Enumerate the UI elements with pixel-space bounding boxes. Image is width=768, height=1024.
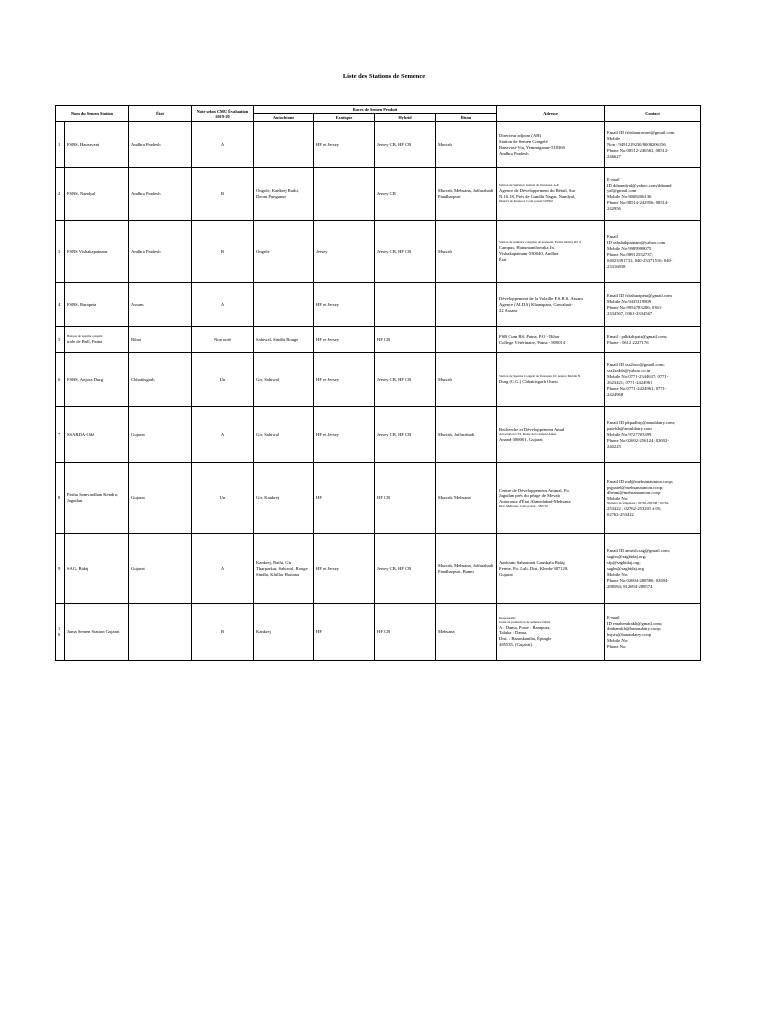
station-name: [65, 283, 129, 327]
text-line: 253422 ; 02762-253201 à 05;: [607, 506, 662, 512]
small-text-line: Association CVI. Route de la laiterie Amul.: [499, 431, 557, 436]
text-line: Email ID fsbshauravani@gmail.com: [607, 130, 675, 136]
row-number: 4: [56, 283, 65, 327]
table-row: [56, 407, 701, 463]
breed-buffalo: Murrah: [436, 353, 497, 407]
text-line: FSBS, Anjora Durg: [67, 376, 104, 382]
breed-buffalo: Murrah, Jaffarabadi: [436, 407, 497, 463]
text-line: Mobile No:8008206136: [607, 194, 652, 200]
breed-hybrid: Jersey CB, HF CB: [375, 353, 436, 407]
text-line: Juma Semen Station Gujarat: [67, 629, 120, 635]
text-line: 385535, (Gujarat).: [499, 642, 534, 648]
breed-exotic: HF: [314, 604, 375, 661]
table-row: [56, 168, 701, 221]
small-text-line: Dist. Mehsana, Code postal - 382710: [499, 504, 549, 509]
text-line: Mobile: [607, 136, 621, 141]
breed-buffalo: Murrah, Mehsana, Jaffarabadi Pandharpuri: [436, 168, 497, 221]
text-line: Gujarat: [499, 571, 513, 577]
header-row: [56, 106, 701, 114]
station-contact: [605, 168, 701, 221]
station-address: [497, 221, 605, 283]
row-number: 7: [56, 407, 65, 463]
station-address: [497, 604, 605, 661]
station-address: [497, 283, 605, 327]
station-contact: [605, 221, 701, 283]
header-name: Nom du Semen Station: [56, 106, 129, 122]
station-state: Gujarat: [129, 407, 192, 463]
station-address: [497, 353, 605, 407]
breed-indigenous: [254, 283, 314, 327]
station-contact: [605, 534, 701, 604]
row-number: 1: [56, 122, 65, 168]
text-line: Email: [607, 234, 618, 240]
text-line: Mobile No:: [607, 496, 629, 502]
header-contact: Contact: [605, 106, 701, 122]
text-line: 2334567, 0361-2334567: [607, 310, 653, 316]
station-state: Bihar: [129, 327, 192, 353]
text-line: Jagudan près du péage de Mevab: [499, 493, 560, 499]
station-state: Andhra Pradesh: [129, 221, 192, 283]
text-line: dmbanskh@banasdairy.coop;: [607, 626, 662, 632]
text-line: FSBS, Nandyal: [67, 191, 96, 197]
breed-indigenous: Kankrej: [254, 604, 314, 661]
station-address: [497, 534, 605, 604]
small-text-line: Numéro de téléphone : 02762-285338 ; 02762-: [607, 501, 670, 506]
station-state: [129, 604, 192, 661]
breed-hybrid: Jersey CB, HF CB: [375, 534, 436, 604]
small-text-line: Unité de production de semence Dama: [499, 619, 551, 624]
text-line: Station de Semen Congelé: [499, 138, 548, 144]
text-line: psjpatel@mehsanaunion.coop;: [607, 484, 664, 490]
station-grade: B: [192, 168, 254, 221]
text-line: Mobile No:0771-2344637; 0771-: [607, 373, 669, 379]
station-state: Gujarat: [129, 534, 192, 604]
text-line: yal@gmail.com: [607, 188, 637, 194]
small-text-line: Station de semence congelée de taureaux, Ferme laitière ID: d: [499, 240, 581, 245]
text-line: Phone No:0771-2424961; 0771-: [607, 385, 667, 391]
text-line: Andhra Pradesh: [499, 150, 529, 156]
text-line: FSB Cum BS, Patna, P.O - Bihar: [499, 333, 560, 339]
table-row: [56, 122, 701, 168]
text-line: dhvani@mehsanaunion.coop: [607, 490, 661, 496]
breed-exotic: HF et Jersey: [314, 534, 375, 604]
text-line: Aashram Sabarmati Gaushala Bidaj: [499, 560, 565, 565]
text-line: Phone No:08512-246563, 08512-: [607, 147, 669, 153]
breed-hybrid: HF CB: [375, 463, 436, 534]
text-line: Email ID md@mehsanaunion.coop;: [607, 478, 674, 484]
text-line: Dist. : Banaskantha, Épingle: [499, 636, 552, 642]
page-title: Liste des Stations de Semence: [342, 73, 426, 80]
text-line: FSBS, Hauravani: [67, 141, 100, 147]
table-row: [56, 534, 701, 604]
text-line: 02762-253422: [607, 512, 634, 518]
text-line: sfp@sagbidaj.org;: [607, 560, 641, 565]
breed-exotic: Jersey: [314, 221, 375, 283]
breed-hybrid: Jersey CB, HF CB: [375, 407, 436, 463]
table-body: [56, 122, 701, 661]
station-state: Andhra Pradesh: [129, 122, 192, 168]
station-grade: Un: [192, 463, 254, 534]
station-grade: A: [192, 534, 254, 604]
station-name: [65, 168, 129, 221]
row-number: 2: [56, 168, 65, 221]
text-line: 240225: [607, 443, 621, 449]
header-exotic: Exotique: [314, 114, 375, 122]
text-line: ID ddnandyal@yahoo.com/ddnand: [607, 182, 672, 188]
row-number: 10: [56, 604, 65, 661]
breed-exotic: HF et Jersey: [314, 407, 375, 463]
text-line: sagfss@sagbidaj.org;: [607, 554, 647, 560]
breed-indigenous: [254, 122, 314, 168]
table-row: [56, 463, 701, 534]
text-line: SSARDA-Odé: [67, 431, 95, 437]
text-line: Agence de Développement du Bétail, Sur: [499, 188, 576, 194]
text-line: Centre de Développement Animal, Po.: [499, 487, 570, 493]
text-line: ID rmahendrakh@gmail.com;: [607, 620, 663, 626]
header-address: Adresse: [497, 106, 605, 122]
text-line: E-mail: [607, 614, 620, 620]
text-line: Email ID sss2ooo@gmail.com;: [607, 362, 665, 368]
breed-exotic: [314, 168, 375, 221]
text-line: Phone No:: [607, 644, 627, 650]
header-buffalo: Bison: [436, 114, 497, 122]
text-line: Banavasi-Via, Yemmiganur-518360: [499, 144, 565, 150]
text-line: sagbs@sagbidaj.org: [607, 565, 644, 571]
text-line: Phone No:02692-256124; 02692-: [607, 437, 669, 443]
breed-indigenous: Gir, Sahiwal: [254, 407, 314, 463]
station-address: [497, 463, 605, 534]
breed-hybrid: Jersey CB: [375, 168, 436, 221]
text-line: Campus, Hanumanthavaka Jn.: [499, 244, 555, 250]
breed-buffalo: Murrah, Mehsana: [436, 463, 497, 534]
breed-indigenous: Ongole: [254, 221, 314, 283]
breed-indigenous: Kankrej, Rathi, Gir Tharparkar, Sahiwal, Rouge Sindhi, Khillar Hariana: [254, 534, 314, 604]
station-state: Assam: [129, 283, 192, 327]
station-grade: A: [192, 122, 254, 168]
text-line: Mobile No:9435119809: [607, 298, 652, 304]
breed-exotic: HF et Jersey: [314, 283, 375, 327]
text-line: bsjsis@banasdairy.coop: [607, 632, 652, 638]
text-line: Phone No:02694-288580; 02694-: [607, 577, 669, 583]
text-line: 23316838: [607, 263, 626, 269]
text-line: Email : pdbkdcpatr@gmail.com;: [607, 333, 668, 339]
station-name: [65, 534, 129, 604]
breed-hybrid: Jersey CB, HF CB: [375, 122, 436, 168]
text-line: Mobile No:9989998075: [607, 245, 652, 251]
station-grade: A: [192, 283, 254, 327]
text-line: Mobile No:9727703399: [607, 431, 652, 437]
breed-exotic: HF et Jersey: [314, 122, 375, 168]
row-number: 8: [56, 463, 65, 534]
text-line: E-mail: [607, 176, 620, 182]
text-line: 2424968: [607, 391, 624, 397]
text-line: FSBS Vishakapatnam: [67, 248, 108, 254]
text-line: ID ssbshakpatnam@yahoo.com: [607, 240, 666, 246]
header-breeds: Races de Semen Produit: [254, 106, 497, 114]
station-state: Chhattisgarh: [129, 353, 192, 407]
row-number: 9: [56, 534, 65, 604]
small-text-line: District de Kurnool, Code postal-518502: [499, 199, 553, 204]
station-contact: [605, 327, 701, 353]
station-address: [497, 327, 605, 353]
text-line: 242956: [607, 206, 621, 212]
station-address: [497, 407, 605, 463]
header-indigenous: Autochtone: [254, 114, 314, 122]
text-line: patelsh@amuldairy.com: [607, 426, 652, 431]
breed-indigenous: Ongole, Kankrej Rathi, Deoni Punganur: [254, 168, 314, 221]
breed-buffalo: Mehsana: [436, 604, 497, 661]
station-name: [65, 122, 129, 168]
station-state: Gujarat: [129, 463, 192, 534]
text-line: Non : 9491219230/8008206156: [607, 141, 666, 147]
text-line: Durg (C.G.) Chhattisgarh Ouest: [499, 378, 558, 384]
station-grade: A: [192, 407, 254, 463]
text-line: A : Dama, Poste : Rampura,: [499, 624, 551, 630]
text-line: N.16.18, Près de Gandhi Nagar, Nandyal,: [499, 194, 576, 200]
table-row: [56, 353, 701, 407]
text-line: 288584; 812694-288574: [607, 583, 653, 589]
text-line: Phone : 0612 2227176: [607, 339, 649, 345]
breed-exotic: HF et Jersey: [314, 327, 375, 353]
text-line: Mobile No:: [607, 638, 629, 644]
station-grade: Non noté: [192, 327, 254, 353]
text-line: sss2srdda@yahoo.co.in: [607, 368, 651, 374]
text-line: Agence (ALDA) Khanapara, Guwahati-: [499, 301, 573, 307]
header-state: État: [129, 106, 192, 122]
breed-indigenous: Gir, Sahiwal: [254, 353, 314, 407]
breed-hybrid: Jersey CB, HF CB: [375, 221, 436, 283]
station-state: Andhra Pradesh: [129, 168, 192, 221]
breed-indigenous: Gir, Kankrej: [254, 463, 314, 534]
text-line: 2623421; 0771-2424961: [607, 379, 653, 385]
text-line: FSBS, Barapeta: [67, 301, 97, 307]
station-contact: [605, 407, 701, 463]
breed-hybrid: HF CB: [375, 327, 436, 353]
text-line: Email ID pkpadhiy@amuldairy.com;: [607, 420, 676, 426]
breed-hybrid: HF CB: [375, 604, 436, 661]
row-number: 5: [56, 327, 65, 353]
station-name: [65, 221, 129, 283]
table-row: [56, 283, 701, 327]
text-line: Email ID fsbsbarapeta@gmail.com: [607, 293, 672, 299]
breed-exotic: HF et Jersey: [314, 353, 375, 407]
text-line: Mobile No:: [607, 571, 629, 577]
station-name: [65, 353, 129, 407]
text-line: État: [499, 256, 507, 262]
text-line: College Vétérinaire, Patna - 800014: [499, 339, 566, 345]
station-contact: [605, 604, 701, 661]
breed-buffalo: [436, 327, 497, 353]
table-row: [56, 221, 701, 283]
breed-indigenous: Sahiwal, Sindhi Rouge: [254, 327, 314, 353]
breed-exotic: HF: [314, 463, 375, 534]
text-line: Email ID amrish.sag@gmail.com;: [607, 548, 670, 554]
small-text-line: Banque de sperme congelé: [67, 333, 103, 338]
text-line: Directeur adjoint (AH): [499, 133, 542, 139]
text-line: SAG, Bidaj: [67, 565, 89, 571]
text-line: Phone No:9954783286; 0361-: [607, 304, 663, 310]
station-contact: [605, 463, 701, 534]
station-grade: B: [192, 604, 254, 661]
table-row: [56, 604, 701, 661]
station-contact: [605, 353, 701, 407]
small-text-line: Responsable: [499, 615, 516, 620]
station-address: [497, 122, 605, 168]
station-grade: Un: [192, 353, 254, 407]
table-row: [56, 327, 701, 353]
text-line: 04023391731; 040-23371516; 040-: [607, 257, 673, 263]
header-hybrid: Hybrid: [375, 114, 436, 122]
row-number: 6: [56, 353, 65, 407]
text-line: 246627: [607, 153, 621, 159]
small-text-line: Station de Semence Géante de Taureaux, A.P.: [499, 183, 560, 188]
text-line: Autoroute d'État Ahmedabad-Mehsana: [499, 499, 571, 505]
breed-hybrid: [375, 283, 436, 327]
small-text-line: Station de Sperme Congelé de Taureaux I/C Anjora Mobile N: [499, 373, 581, 378]
station-address: [497, 168, 605, 221]
station-name: [65, 463, 129, 534]
station-name: [65, 407, 129, 463]
breed-buffalo: [436, 283, 497, 327]
station-grade: B: [192, 221, 254, 283]
text-line: Pashu Samvardhan Kendra, Jagudan: [67, 492, 118, 504]
breed-buffalo: Murrah: [436, 221, 497, 283]
text-line: Développement de la Volaille F.S.B.S. Assam: [499, 296, 583, 301]
text-line: Taluka : Dama,: [499, 630, 528, 636]
text-line: Phone No:08514-242956; 08514-: [607, 200, 669, 206]
stations-table: [55, 105, 701, 661]
row-number: 3: [56, 221, 65, 283]
text-line: Ferme, Po. Lali, Dist. Kheda-387120,: [499, 565, 569, 571]
text-line: Anand-388001, Gujarat: [499, 436, 543, 442]
text-line: trale de Bull, Patna: [67, 338, 103, 344]
station-contact: [605, 122, 701, 168]
station-name: [65, 604, 129, 661]
text-line: Recherche et Développement Amul: [499, 426, 565, 432]
text-line: Phone No:08912552737;: [607, 251, 654, 257]
station-name: [65, 327, 129, 353]
text-line: Vishakapatnam-530040, Andhra: [499, 250, 559, 256]
breed-buffalo: Murrah, Mehsana, Jaffarabadi Pandharpuri, Banni: [436, 534, 497, 604]
text-line: 22 Assam: [499, 307, 518, 313]
breed-buffalo: Murrah: [436, 122, 497, 168]
header-grade: Note selon CMU Évaluation 2019-20: [192, 106, 254, 122]
station-contact: [605, 283, 701, 327]
